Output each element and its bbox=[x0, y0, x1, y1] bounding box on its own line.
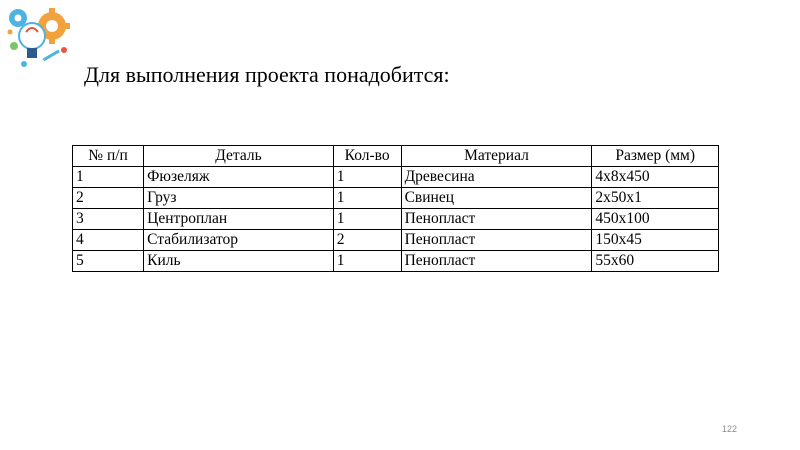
cell-part: Груз bbox=[144, 188, 334, 209]
table-row bbox=[73, 167, 719, 188]
column-header-quantity: Кол-во bbox=[333, 146, 401, 167]
cell-material: Древесина bbox=[401, 167, 592, 188]
cell-material: Свинец bbox=[401, 188, 592, 209]
cell-quantity: 1 bbox=[333, 167, 401, 188]
table-row bbox=[73, 188, 719, 209]
table-row bbox=[73, 251, 719, 272]
lightbulb-gears-icon bbox=[4, 2, 74, 72]
cell-size: 2x50x1 bbox=[592, 188, 719, 209]
column-header-size: Размер (мм) bbox=[592, 146, 719, 167]
cell-quantity: 2 bbox=[333, 230, 401, 251]
page-title: Для выполнения проекта понадобится: bbox=[84, 62, 450, 87]
cell-size: 4x8x450 bbox=[592, 167, 719, 188]
parts-table bbox=[72, 145, 719, 272]
cell-number: 1 bbox=[73, 167, 144, 188]
cell-part: Киль bbox=[144, 251, 334, 272]
cell-number: 5 bbox=[73, 251, 144, 272]
cell-material: Пенопласт bbox=[401, 230, 592, 251]
table-header-row bbox=[73, 146, 719, 167]
cell-part: Стабилизатор bbox=[144, 230, 334, 251]
page-number: 122 bbox=[722, 424, 738, 434]
cell-material: Пенопласт bbox=[401, 251, 592, 272]
column-header-number: № п/п bbox=[73, 146, 144, 167]
cell-part: Фюзеляж bbox=[144, 167, 334, 188]
column-header-part: Деталь bbox=[144, 146, 334, 167]
cell-size: 55x60 bbox=[592, 251, 719, 272]
cell-quantity: 1 bbox=[333, 251, 401, 272]
table-row bbox=[73, 230, 719, 251]
cell-number: 2 bbox=[73, 188, 144, 209]
cell-quantity: 1 bbox=[333, 209, 401, 230]
cell-part: Центроплан bbox=[144, 209, 334, 230]
cell-size: 450x100 bbox=[592, 209, 719, 230]
cell-number: 3 bbox=[73, 209, 144, 230]
cell-number: 4 bbox=[73, 230, 144, 251]
cell-quantity: 1 bbox=[333, 188, 401, 209]
cell-size: 150x45 bbox=[592, 230, 719, 251]
table-row bbox=[73, 209, 719, 230]
cell-material: Пенопласт bbox=[401, 209, 592, 230]
column-header-material: Материал bbox=[401, 146, 592, 167]
